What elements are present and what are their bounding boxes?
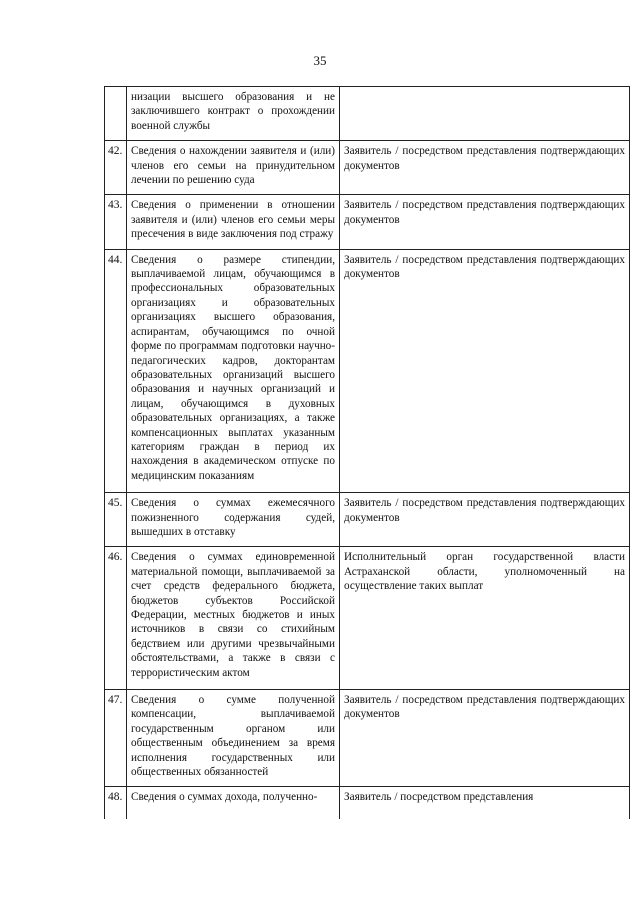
row-description: Сведения о суммах единовременной материальной помощи, выплачиваемой за счет средств федерального бюджета, бюджетов субъектов Российской Федерации, местных бюджетов и иных источников в связи со стихийным бедствием или другими чрезвычайными обстоятельствами, а также в связи с террористическим актом [127, 547, 340, 690]
page-number: 35 [313, 53, 327, 68]
table-row [105, 87, 630, 141]
row-source: Заявитель / посредством представления подтверждающих документов [340, 195, 630, 249]
row-source: Заявитель / посредством представления подтверждающих документов [340, 249, 630, 493]
row-description: Сведения о нахождении заявителя и (или) членов его семьи на принудительном лечении по решению суда [127, 141, 340, 195]
services-documents-table [104, 86, 630, 819]
row-number: 45. [105, 493, 127, 547]
row-number: 44. [105, 249, 127, 493]
row-description: Сведения о суммах дохода, полученно- [127, 787, 340, 819]
row-description: Сведения о сумме полученной компенсации, выплачиваемой государственным органом или общественным объединением за время исполнения государственных или общественных обязанностей [127, 690, 340, 787]
row-source: Заявитель / посредством представления [340, 787, 630, 819]
row-number: 43. [105, 195, 127, 249]
row-source: Заявитель / посредством представления подтверждающих документов [340, 690, 630, 787]
table-row [105, 249, 630, 493]
row-number: 46. [105, 547, 127, 690]
table-row [105, 195, 630, 249]
row-number: 42. [105, 141, 127, 195]
row-source: Исполнительный орган государственной власти Астраханской области, уполномоченный на осуществление таких выплат [340, 547, 630, 690]
row-description: Сведения о суммах ежемесячного пожизненного содержания судей, вышедших в отставку [127, 493, 340, 547]
row-number: 48. [105, 787, 127, 819]
table-row [105, 690, 630, 787]
row-description: Сведения о применении в отношении заявителя и (или) членов его семьи меры пресечения в виде заключения под стражу [127, 195, 340, 249]
row-source: Заявитель / посредством представления подтверждающих документов [340, 493, 630, 547]
table-row [105, 787, 630, 819]
row-source: Заявитель / посредством представления подтверждающих документов [340, 141, 630, 195]
row-source [340, 87, 630, 141]
table-row [105, 547, 630, 690]
row-number [105, 87, 127, 141]
table-row [105, 141, 630, 195]
row-description: Сведения о размере стипендии, выплачиваемой лицам, обучающимся в профессиональных образовательных организациях и образовательных организациях высшего образования, аспирантам, обучающимся по очной форме по программам подготовки научно-педагогических кадров, докторантам образовательных организаций высшего образования и научных организаций и лицам, обучающимся в духовных образовательных организациях, а также компенсационных выплатах указанным категориям граждан в период их нахождения в академическом отпуске по медицинским показаниям [127, 249, 340, 493]
table-row [105, 493, 630, 547]
row-description: низации высшего образования и не заключившего контракт о прохождении военной службы [127, 87, 340, 141]
row-number: 47. [105, 690, 127, 787]
